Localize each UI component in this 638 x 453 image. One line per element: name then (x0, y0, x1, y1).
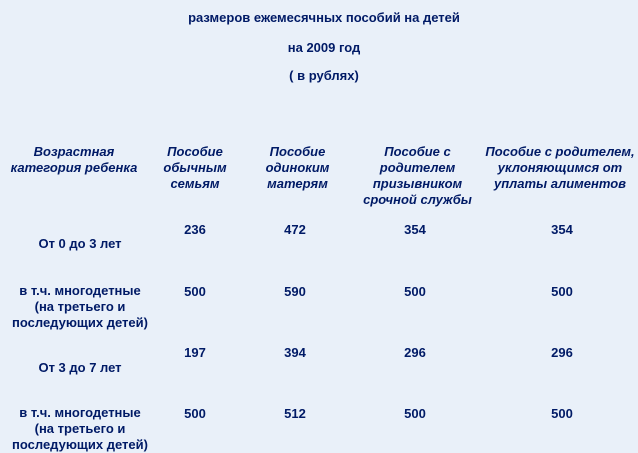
header-line: Пособие с родителем, (485, 144, 635, 159)
cell-value: 472 (284, 222, 306, 237)
header-category (0, 144, 148, 176)
header-line: уклоняющимся от (497, 160, 623, 175)
row-category-line: последующих детей) (12, 437, 148, 452)
cell-value: 590 (284, 284, 306, 299)
cell-value: 354 (551, 222, 573, 237)
header-single-mothers (250, 144, 345, 192)
header-line: семьям (170, 176, 220, 191)
row-category: От 3 до 7 лет (38, 360, 122, 375)
title-year: на 2009 год (287, 40, 361, 55)
cell-value: 500 (404, 284, 426, 299)
cell-value: 500 (551, 406, 573, 421)
header-line: Пособие (269, 144, 326, 159)
row-category (0, 405, 160, 453)
cell-value: 512 (284, 406, 306, 421)
row-category-line: (на третьего и (34, 421, 126, 436)
header-line: матерям (267, 176, 328, 191)
cell-value: 500 (404, 406, 426, 421)
cell-value: 296 (404, 345, 426, 360)
cell-value: 500 (551, 284, 573, 299)
cell-value: 500 (184, 284, 206, 299)
header-line: одиноким (265, 160, 330, 175)
page-title: размеров ежемесячных пособий на детей (188, 10, 460, 25)
cell-value: 394 (284, 345, 306, 360)
cell-value: 354 (404, 222, 426, 237)
header-ordinary-families (150, 144, 240, 192)
header-line: уплаты алиментов (493, 176, 627, 191)
header-line: Пособие с (384, 144, 451, 159)
header-line: родителем (379, 160, 456, 175)
header-line: призывником (372, 176, 463, 191)
header-line: Пособие (167, 144, 223, 159)
cell-value: 236 (184, 222, 206, 237)
cell-value: 500 (184, 406, 206, 421)
cell-value: 197 (184, 345, 206, 360)
cell-value: 296 (551, 345, 573, 360)
header-line: срочной службы (363, 192, 472, 207)
row-category-line: в т.ч. многодетные (19, 405, 141, 420)
header-alimony-evader-parent (482, 144, 638, 192)
row-category-line: (на третьего и (34, 299, 126, 314)
row-category-line: последующих детей) (12, 315, 148, 330)
row-category-line: в т.ч. многодетные (19, 283, 141, 298)
header-line: обычным (163, 160, 227, 175)
row-category: От 0 до 3 лет (38, 236, 122, 251)
row-category (0, 283, 160, 331)
title-units: ( в рублях) (289, 68, 359, 83)
header-category-line: Возрастная (33, 144, 115, 159)
header-conscript-parent (355, 144, 480, 208)
header-category-line: категория ребенка (10, 160, 138, 175)
